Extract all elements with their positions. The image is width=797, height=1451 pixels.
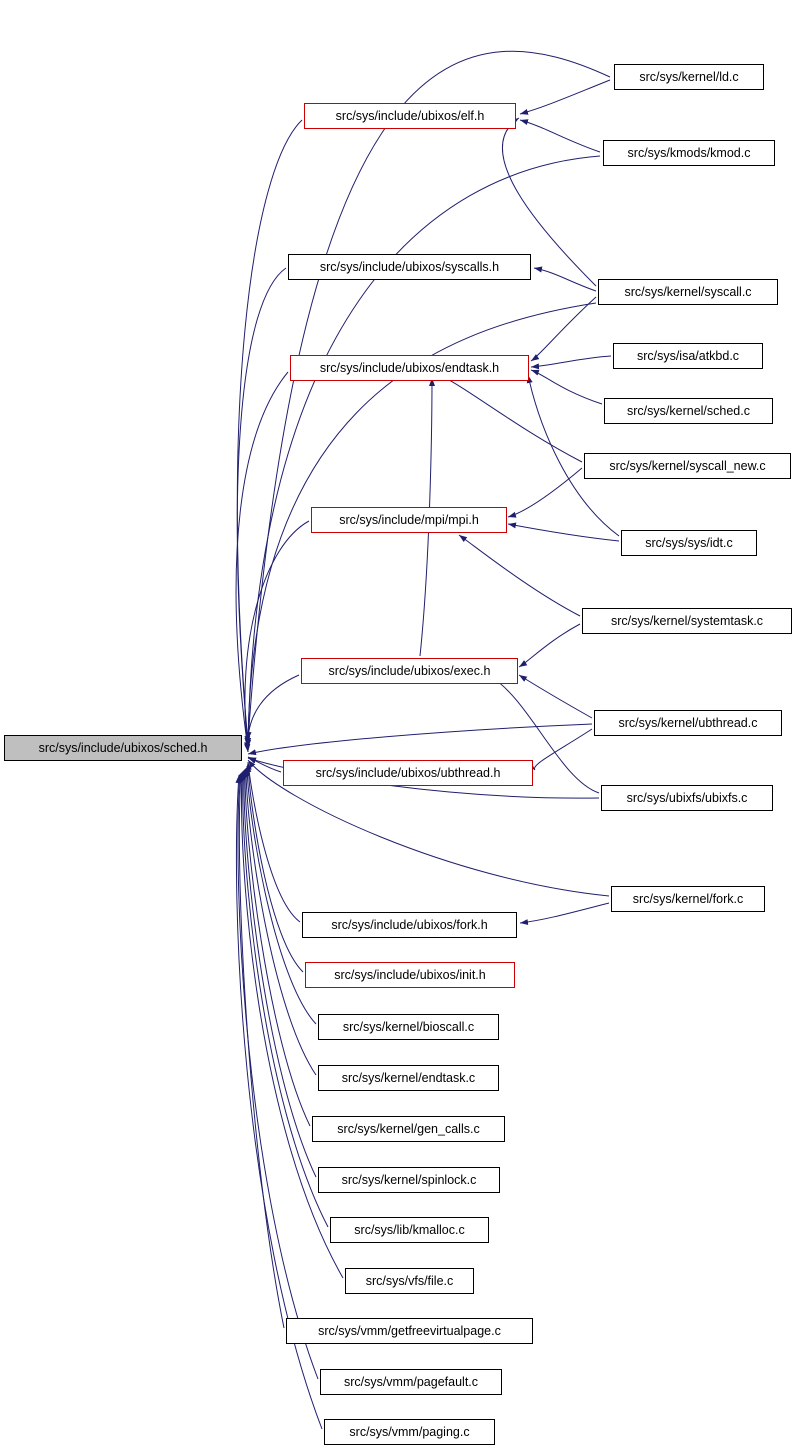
graph-node-label: src/sys/vmm/paging.c xyxy=(349,1424,470,1439)
graph-edge xyxy=(248,51,610,740)
graph-edge xyxy=(440,375,582,462)
graph-node-idt_c[interactable] xyxy=(621,530,757,556)
graph-node-label: src/sys/sys/idt.c xyxy=(645,535,733,550)
graph-node-paging_c[interactable] xyxy=(324,1419,495,1445)
graph-node-syscall_c[interactable] xyxy=(598,279,778,305)
graph-node-ubixfs_c[interactable] xyxy=(601,785,773,811)
graph-node-kmalloc_c[interactable] xyxy=(330,1217,489,1243)
graph-node-syscall_new_c[interactable] xyxy=(584,453,791,479)
graph-node-elf_h[interactable] xyxy=(304,103,516,129)
graph-edge xyxy=(531,356,611,367)
graph-node-exec_h[interactable] xyxy=(301,658,518,684)
graph-edge xyxy=(531,297,596,361)
graph-edge xyxy=(248,724,592,754)
graph-edge xyxy=(239,773,284,1328)
graph-node-label: src/sys/include/ubixos/elf.h xyxy=(335,108,485,123)
graph-node-ubthread_c[interactable] xyxy=(594,710,782,736)
graph-node-syscalls_h[interactable] xyxy=(288,254,531,280)
graph-node-label: src/sys/ubixfs/ubixfs.c xyxy=(626,790,748,805)
graph-node-spinlock_c[interactable] xyxy=(318,1167,500,1193)
graph-edge xyxy=(237,268,286,746)
graph-edge xyxy=(248,757,281,772)
graph-edge xyxy=(534,729,592,770)
graph-edge xyxy=(238,774,318,1379)
graph-edge xyxy=(245,521,309,752)
graph-node-label: src/sys/kernel/sched.c xyxy=(627,403,750,418)
graph-edge xyxy=(508,468,582,517)
graph-node-label: src/sys/kernel/syscall.c xyxy=(624,284,752,299)
graph-node-label: src/sys/vmm/pagefault.c xyxy=(343,1374,479,1389)
graph-node-bioscall_c[interactable] xyxy=(318,1014,499,1040)
graph-node-label: src/sys/kernel/systemtask.c xyxy=(610,613,764,628)
graph-node-ubthread_h[interactable] xyxy=(283,760,533,786)
graph-node-label: src/sys/kmods/kmod.c xyxy=(627,145,751,160)
graph-edge xyxy=(243,771,328,1227)
graph-node-label: src/sys/kernel/ubthread.c xyxy=(618,715,758,730)
graph-node-fork_c[interactable] xyxy=(611,886,765,912)
graph-node-label: src/sys/vmm/getfreevirtualpage.c xyxy=(318,1323,501,1338)
graph-node-label: src/sys/include/ubixos/fork.h xyxy=(331,917,488,932)
graph-node-label: src/sys/kernel/gen_calls.c xyxy=(337,1121,480,1136)
graph-edge xyxy=(519,675,592,718)
graph-node-label: src/sys/kernel/fork.c xyxy=(632,891,744,906)
graph-node-endtask_c[interactable] xyxy=(318,1065,499,1091)
graph-node-init_h[interactable] xyxy=(305,962,515,988)
graph-node-label: src/sys/kernel/syscall_new.c xyxy=(609,458,766,473)
graph-node-label: src/sys/include/ubixos/sched.h xyxy=(38,740,208,755)
graph-node-label: src/sys/include/ubixos/init.h xyxy=(334,967,486,982)
graph-node-label: src/sys/include/ubixos/syscalls.h xyxy=(319,259,500,274)
graph-node-label: src/sys/include/ubixos/endtask.h xyxy=(319,360,500,375)
graph-node-label: src/sys/lib/kmalloc.c xyxy=(354,1222,465,1237)
graph-node-endtask_h[interactable] xyxy=(290,355,529,381)
graph-node-sched_c[interactable] xyxy=(604,398,773,424)
graph-node-label: src/sys/include/ubixos/exec.h xyxy=(328,663,491,678)
graph-node-label: src/sys/kernel/bioscall.c xyxy=(342,1019,475,1034)
graph-edge xyxy=(534,268,596,291)
graph-node-pagefault_c[interactable] xyxy=(320,1369,502,1395)
graph-edge xyxy=(520,80,610,114)
graph-edge xyxy=(248,762,300,922)
graph-edge xyxy=(459,535,580,616)
graph-edge xyxy=(237,120,302,744)
graph-node-atkbd_c[interactable] xyxy=(613,343,763,369)
graph-node-kmod_c[interactable] xyxy=(603,140,775,166)
graph-edge xyxy=(245,769,310,1126)
graph-edge xyxy=(520,120,600,152)
graph-node-file_c[interactable] xyxy=(345,1268,474,1294)
graph-node-gen_calls_c[interactable] xyxy=(312,1116,505,1142)
graph-node-systemtask_c[interactable] xyxy=(582,608,792,634)
graph-node-label: src/sys/kernel/endtask.c xyxy=(341,1070,476,1085)
graph-node-label: src/sys/isa/atkbd.c xyxy=(636,348,740,363)
graph-edge xyxy=(248,764,303,972)
graph-node-label: src/sys/kernel/ld.c xyxy=(639,69,739,84)
graph-node-getfreevp_c[interactable] xyxy=(286,1318,533,1344)
graph-edge xyxy=(520,903,609,923)
graph-node-label: src/sys/kernel/spinlock.c xyxy=(341,1172,477,1187)
graph-node-label: src/sys/include/mpi/mpi.h xyxy=(339,512,479,527)
graph-node-mpi_h[interactable] xyxy=(311,507,507,533)
graph-node-label: src/sys/include/ubixos/ubthread.h xyxy=(315,765,501,780)
graph-edge xyxy=(508,524,619,541)
graph-edge xyxy=(248,675,299,752)
graph-edge xyxy=(236,372,288,750)
graph-node-ld_c[interactable] xyxy=(614,64,764,90)
graph-edge xyxy=(531,370,602,404)
graph-edge xyxy=(519,624,580,667)
graph-node-fork_h[interactable] xyxy=(302,912,517,938)
graph-node-sched_h[interactable] xyxy=(4,735,242,761)
graph-node-label: src/sys/vfs/file.c xyxy=(365,1273,454,1288)
